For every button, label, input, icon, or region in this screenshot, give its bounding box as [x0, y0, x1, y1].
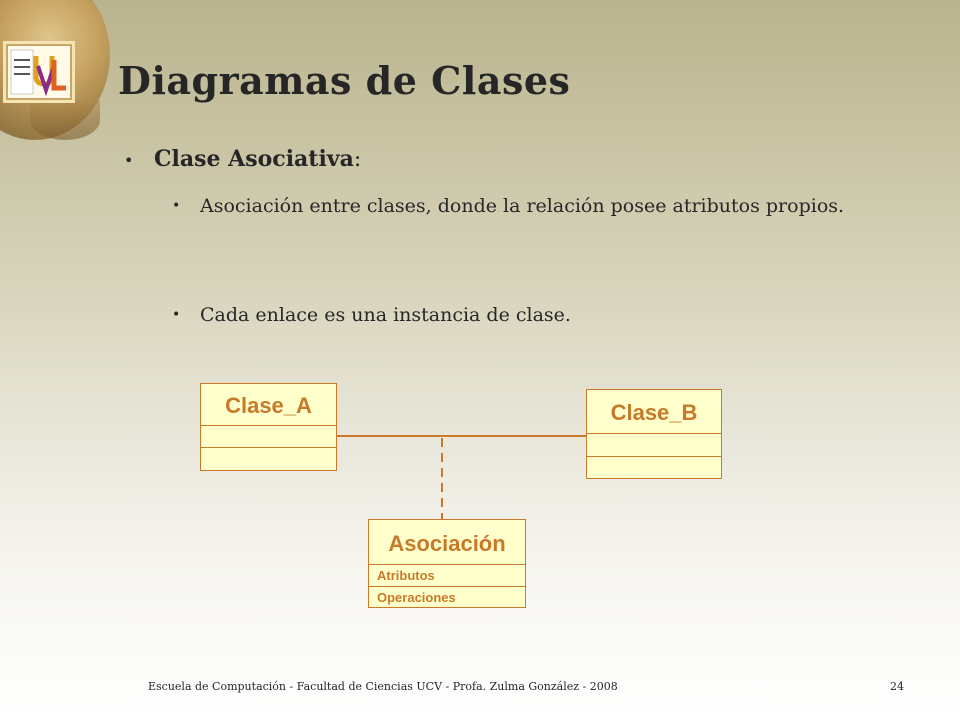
class-b-name: Clase_B — [587, 390, 721, 434]
class-a-box — [200, 383, 337, 471]
bullet-sub-2-text: Cada enlace es una instancia de clase. — [200, 304, 571, 326]
association-attributes: Atributos — [369, 565, 525, 587]
association-operations: Operaciones — [377, 590, 456, 605]
slide-title: Diagramas de Clases — [118, 58, 571, 103]
bullet-main-strong: Clase Asociativa — [154, 146, 354, 172]
class-a-operations-compartment — [201, 448, 336, 470]
class-a-name: Clase_A — [201, 384, 336, 426]
class-b-operations-compartment — [587, 457, 721, 480]
bullet-sub-1-text: Asociación entre clases, donde la relación posee atributos propios. — [200, 195, 845, 217]
bullet-main-suffix: : — [353, 147, 362, 172]
bullet-glyph: • — [172, 307, 181, 323]
bullet-glyph: • — [172, 198, 181, 214]
class-b-box — [586, 389, 722, 479]
association-class-name: Asociación — [369, 520, 525, 565]
footer-text: Escuela de Computación - Facultad de Ciencias UCV - Profa. Zulma González - 2008 — [148, 680, 618, 693]
bullet-glyph: • — [124, 151, 134, 170]
association-class-box — [368, 519, 526, 608]
class-a-attributes-compartment — [201, 426, 336, 448]
class-b-attributes-compartment — [587, 434, 721, 457]
page-number: 24 — [890, 680, 904, 693]
